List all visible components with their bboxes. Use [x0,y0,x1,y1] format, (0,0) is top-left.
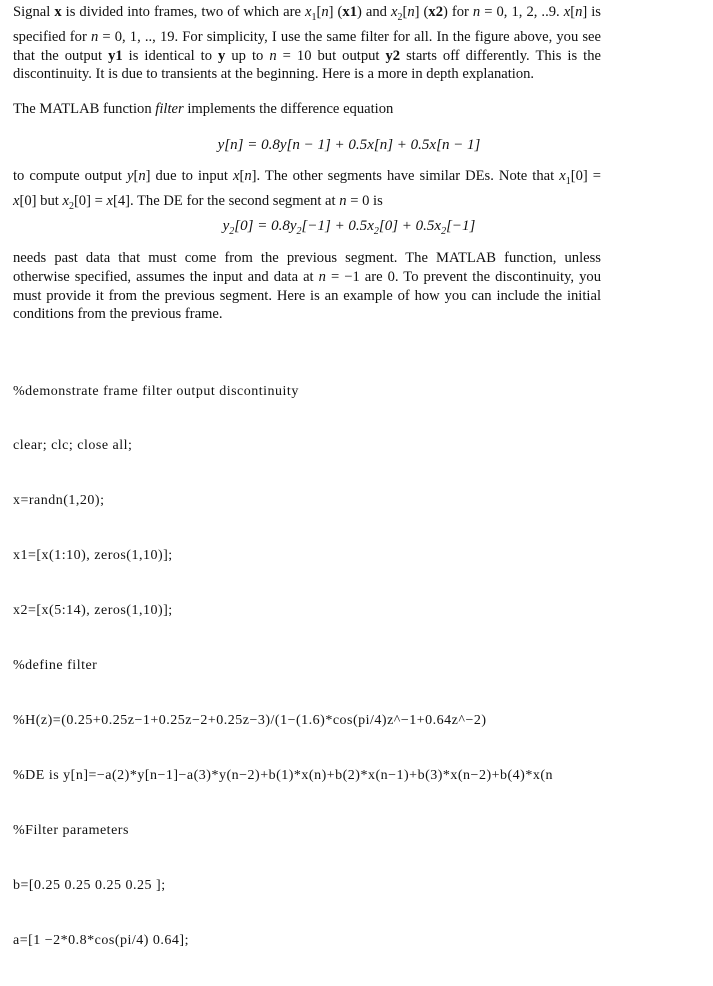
code-line: %H(z)=(0.25+0.25z−1+0.25z−2+0.25z−3)/(1−(1.6)*cos(pi/4)z^−1+0.64z^−2) [13,712,487,728]
paragraph-past-data [13,249,601,324]
paragraph-filter [13,100,601,119]
intro-text: Signal x is divided into frames, two of which are $x_1[n]$ (x1) and $x_2[n]$ (x2) for n = 0, 1, 2, ..9. x[n] is specified for n = 0, 1, .., 19. For simplicity, I use the same filter for all. In the figure above, you see that the output y1 is identical to y up to n = 10 but output y2 starts off differently. This is the discontinuity. It is due to transients at the beginning. Here is a more in depth explanation. [13,4,601,83]
segments-text: to compute output y[n] due to input x[n]. The other segments have similar DEs. Note that $x_1[0] = x[0]$ but $x_2[0] = x[4]$. The DE for the second segment at n = 0 is [13,168,601,212]
code-line: x1=[x(1:10), zeros(1,10)]; [13,548,173,564]
code-line: %define filter [13,658,98,674]
code-line: b=[0.25 0.25 0.25 0.25 ]; [13,877,166,893]
code-line: %demonstrate frame filter output discontinuity [13,383,299,399]
equation-difference [0,136,699,154]
past-data-text: needs past data that must come from the previous segment. The MATLAB function, unless otherwise specified, assumes the input and data at n = −1 are 0. To prevent the discontinuity, you must provide it from the previous segment. Here is an example of how you can include the initial conditions from the previous frame. [13,250,601,323]
equation-2: $y_2[0] = 0.8y_2[-1] + 0.5x_2[0] + 0.5x_2[-1]$ [222,218,476,237]
filter-text: The MATLAB function filter implements the difference equation [13,101,394,117]
code-line: %DE is y[n]=−a(2)*y[n−1]−a(3)*y(n−2)+b(1)*x(n)+b(2)*x(n−1)+b(3)*x(n−2)+b(4)*x(n [13,767,553,783]
code-line: x=randn(1,20); [13,493,105,509]
code-line: a=[1 −2*0.8*cos(pi/4) 0.64]; [13,932,189,948]
code-line: clear; clc; close all; [13,438,133,454]
equation-second-segment [0,217,699,241]
paragraph-segments [13,167,601,216]
code-line: x2=[x(5:14), zeros(1,10)]; [13,603,173,619]
code-line: %Filter parameters [13,822,129,838]
paragraph-intro [13,3,601,84]
code-block [13,346,713,986]
equation-1: y[n] = 0.8y[n − 1] + 0.5x[n] + 0.5x[n − 1] [217,137,481,153]
